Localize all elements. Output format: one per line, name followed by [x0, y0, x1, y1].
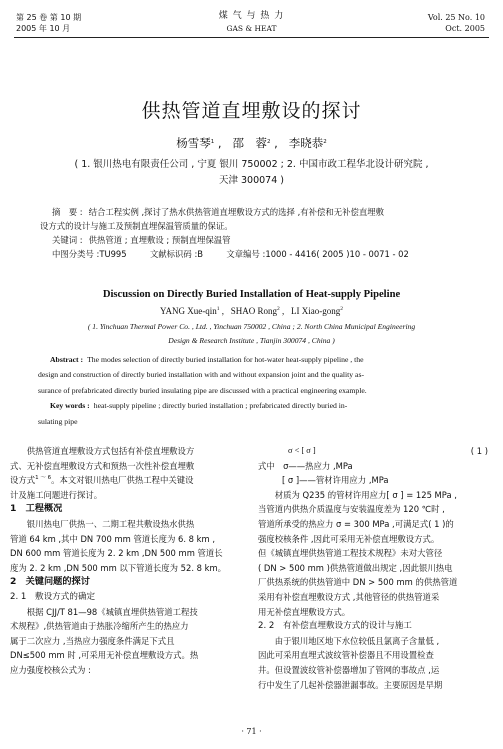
affiliation-en-1: ( 1. Yinchuan Thermal Power Co. , Ltd. , Yinchuan 750002 , China ; 2. North China Municipal Engineering	[87, 322, 416, 331]
cls-label: 中图分类号 :	[52, 249, 100, 259]
header-date: 2005 年 10 月	[16, 24, 71, 33]
intro-line-4: 计及施工问题进行探讨。	[10, 489, 103, 500]
r-line-3: 管道所承受的热应力 σ = 300 MPa ,可满足式( 1 )的	[258, 518, 454, 529]
abstract-cn-label: 摘 要 :	[52, 207, 83, 217]
author-2-sup: 2	[267, 139, 271, 145]
header-journal-cn: 煤 气 与 热 力	[218, 11, 285, 21]
abstract-cn	[40, 205, 480, 261]
abstract-en-line1: The modes selection of directly buried installation for hot-water heat-supply pipeline , the	[87, 355, 364, 364]
r-line-2: 当管道内供热介质温度与安装温度差为 120 ℃时 ,	[258, 504, 445, 515]
cls-value: TU995	[99, 249, 127, 259]
r-line-5: 但《城镇直埋供热管道工程技术规程》未对大管径	[258, 548, 443, 559]
section-2-heading: 2 关键问题的探讨	[10, 576, 90, 588]
header-rule	[14, 37, 489, 38]
r-line-9: 用无补偿直埋敷设方式。	[258, 606, 351, 617]
s1-line-2: 管道 64 km ,其中 DN 700 mm 管道长度为 6. 8 km ,	[10, 533, 215, 544]
header-volume: 第 25 卷 第 10 期	[16, 13, 82, 22]
title-en: Discussion on Directly Buried Installation of Heat-supply Pipeline	[102, 289, 401, 300]
author-en-1: YANG Xue-qin	[159, 306, 217, 316]
abstract-en-label: Abstract :	[50, 355, 84, 364]
s1-line-3: DN 600 mm 管道长度为 2. 2 km ,DN 500 mm 管道长	[10, 548, 223, 559]
where-allowable: [ σ ]——管材许用应力 ,MPa	[282, 475, 389, 486]
affiliation-cn-1: ( 1. 银川热电有限责任公司 , 宁夏 银川 750002 ; 2. 中国市政工程华北设计研究院 ,	[74, 159, 429, 170]
abstract-en-line2: design and construction of directly buried installation with and without expansion joint and the quality as-	[38, 370, 365, 380]
keywords-cn: 供热管道 ; 直埋敷设 ; 预制直埋保温管	[88, 235, 231, 245]
abstract-cn-line1: 结合工程实例 ,探讨了热水供热管道直埋敷设方式的选择 ,有补偿和无补偿直埋敷	[88, 207, 385, 217]
header-vol-en: Vol. 25 No. 10	[427, 13, 485, 22]
authors-cn: 杨雪琴$^1$ , 邵 蓉$^2$ , 李晓恭$^2$	[176, 136, 327, 150]
affiliation-cn-2: 天津 300074 )	[218, 175, 284, 186]
s21-line-3: 属于二次应力 ,当热应力强度条件满足下式且	[10, 635, 175, 646]
author-en-3-sup: 2	[340, 306, 343, 312]
s22-line-3: 井。但设置波纹管补偿器增加了管网的事故点 ,运	[258, 664, 440, 675]
author-1-sup: 1	[210, 139, 215, 145]
author-en-2-sup: 2	[277, 306, 280, 312]
abstract-cn-line2: 设方式的设计与施工及预制直埋保温管质量的保证。	[40, 221, 233, 231]
article-label: 文章编号 :	[226, 249, 266, 259]
title-cn: 供热管道直埋敷设的探讨	[141, 100, 362, 122]
abstract-en-line3: surance of prefabricated directly buried insulating pipe are discussed with a practical engineering example.	[38, 385, 367, 395]
header-journal-en: GAS & HEAT	[226, 24, 277, 33]
s1-line-4: 度为 2. 2 km ,DN 500 mm 以下管道长度为 52. 8 km。	[10, 562, 227, 573]
citation-ref: 1 ～ 6	[35, 475, 52, 482]
r-line-1: 材质为 Q235 的管材许用应力[ σ ] = 125 MPa ,	[258, 489, 457, 500]
s21-line-2: 术规程》,供热管道由于热胀冷缩所产生的热应力	[10, 621, 189, 632]
header-date-en: Oct. 2005	[445, 24, 485, 33]
s22-line-2: 因此可采用直埋式波纹管补偿器且不用设置检查	[258, 650, 434, 661]
abstract-en	[38, 352, 474, 429]
where-sigma: 式中 σ——热应力 ,MPa	[258, 460, 353, 471]
s1-line-1: 银川热电厂供热一、二期工程共敷设热水供热	[10, 518, 195, 529]
s22-line-4: 行中发生了几起补偿器泄漏事故。主要原因是早期	[258, 679, 443, 690]
author-en-1-sup: 1	[216, 306, 220, 312]
right-column	[258, 444, 492, 692]
formula-1-number: ( 1 )	[470, 446, 488, 456]
section-2-2-heading: 2. 2 有补偿直埋敷设方式的设计与施工	[258, 621, 412, 632]
s21-line-4: DN≤500 mm 时 ,可采用无补偿直埋敷设方式。热	[10, 650, 199, 661]
authors-en: YANG Xue-qin$^1$ , SHAO Rong$^2$ , LI Xiao-gong$^2$	[159, 306, 343, 316]
intro-line-3b: 。本文对银川热电厂供热工程中关键设	[51, 475, 194, 486]
author-en-2: SHAO Rong	[230, 306, 277, 316]
author-2: 邵 蓉	[232, 136, 267, 150]
left-column	[10, 444, 244, 678]
r-line-7: 厂供热系统的供热管道中 DN > 500 mm 的供热管道	[258, 577, 458, 588]
r-line-8: 采用有补偿直埋敷设方式 ,其他管径的供热管道采	[258, 591, 440, 602]
section-1-heading: 1 工程概况	[10, 503, 63, 515]
author-3-sup: 2	[323, 139, 327, 145]
author-3: 李晓恭	[288, 136, 324, 150]
keywords-en-line1: heat-supply pipeline ; directly buried installation ; prefabricated directly buried in-	[93, 401, 348, 411]
article-value: 1000 - 4416( 2005 )10 - 0071 - 02	[265, 249, 409, 259]
r-line-4: 强度校核条件 ,因此可采用无补偿直埋敷设方式。	[258, 533, 440, 544]
intro-line-3: 设方式	[10, 475, 36, 486]
affiliation-en-2: Design & Research Institute , Tianjin 300074 , China )	[168, 336, 335, 345]
doc-label: 文献标识码 :	[149, 249, 198, 259]
formula-1: σ < [ σ ]	[288, 446, 316, 455]
page-number: · 71 ·	[241, 727, 262, 736]
r-line-6: ( DN > 500 mm )供热管道做出规定 ,因此银川热电	[258, 562, 453, 573]
s22-line-1: 由于银川地区地下水位较低且氯离子含量低 ,	[258, 635, 440, 646]
intro-line-1: 供热管道直埋敷设方式包括有补偿直埋敷设方	[10, 446, 195, 456]
author-en-3: LI Xiao-gong	[291, 306, 341, 316]
section-2-1-heading: 2. 1 敷设方式的确定	[10, 591, 96, 602]
doc-value: B	[197, 249, 204, 259]
keywords-en-label: Key words :	[50, 401, 90, 411]
keywords-en-line2: sulating pipe	[38, 416, 78, 426]
keywords-cn-label: 关键词 :	[52, 235, 83, 245]
s21-line-1: 根据 CJJ/T 81—98《城镇直埋供热管道工程技	[10, 606, 198, 617]
author-1: 杨雪琴	[176, 136, 211, 150]
intro-line-2: 式、无补偿直埋敷设方式和预热一次性补偿直埋敷	[10, 460, 195, 471]
s21-line-5: 应力强度校核公式为 :	[10, 664, 91, 675]
